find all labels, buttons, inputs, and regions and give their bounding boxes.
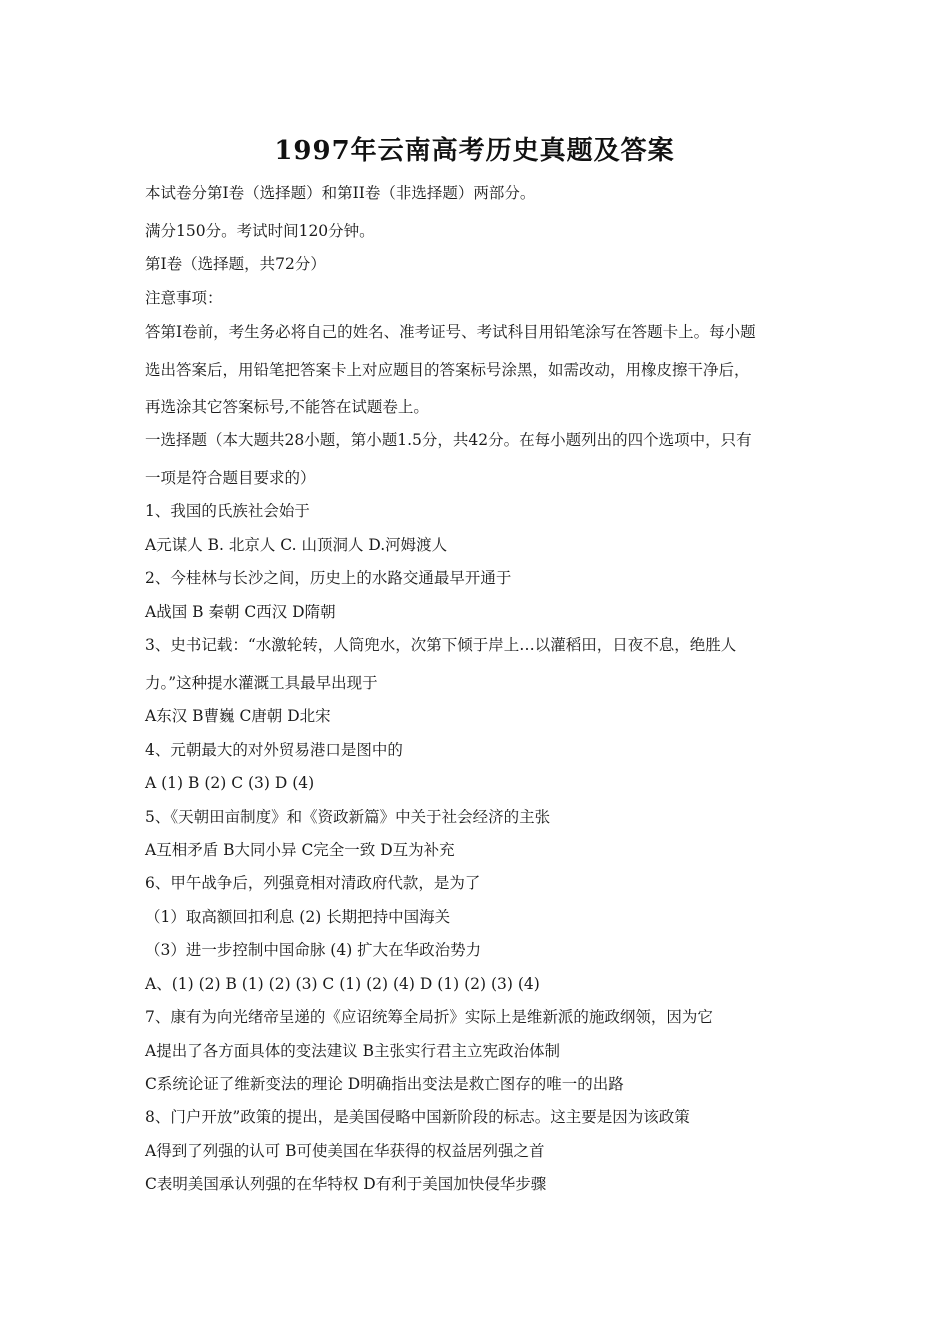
notes-text-3: 再选涂其它答案标号,不能答在试题卷上。 (145, 398, 429, 416)
question-5: 5、《天朝田亩制度》和《资政新篇》中关于社会经济的主张 (145, 808, 551, 826)
question-8-options-b: C表明美国承认列强的在华特权 D有利于美国加快侵华步骤 (145, 1175, 547, 1193)
question-6-options: A、(1) (2) B (1) (2) (3) C (1) (2) (4) D (1) (2) (3) (4) (145, 975, 540, 993)
question-6-item-a: （1）取高额回扣利息 (2) 长期把持中国海关 (145, 908, 451, 926)
score-line: 满分150分。考试时间120分钟。 (145, 222, 375, 240)
question-7-options-b: C系统论证了维新变法的理论 D明确指出变法是救亡图存的唯一的出路 (145, 1075, 624, 1093)
notes-text-2: 选出答案后，用铅笔把答案卡上对应题目的答案标号涂黑，如需改动，用橡皮擦干净后， (145, 361, 750, 379)
question-3: 3、史书记载：“水激轮转，人筒兜水，次第下倾于岸上…以灌稻田，日夜不息，绝胜人 (145, 636, 737, 654)
question-4-options: A (1) B (2) C (3) D (4) (145, 774, 315, 792)
question-3-options: A东汉 B曹巍 C唐朝 D北宋 (145, 707, 331, 725)
question-2: 2、今桂林与长沙之间，历史上的水路交通最早开通于 (145, 569, 512, 587)
question-4: 4、元朝最大的对外贸易港口是图中的 (145, 741, 403, 759)
document-title: 1997年云南高考历史真题及答案 (274, 136, 675, 166)
question-6-item-b: （3）进一步控制中国命脉 (4) 扩大在华政治势力 (145, 941, 482, 959)
question-1-options: A元谋人 B. 北京人 C. 山顶洞人 D.河姆渡人 (145, 536, 448, 554)
question-5-options: A互相矛盾 B大同小异 C完全一致 D互为补充 (145, 841, 455, 859)
question-6: 6、甲午战争后，列强竟相对清政府代款，是为了 (145, 874, 481, 892)
question-3-cont: 力。”这种提水灌溉工具最早出现于 (145, 674, 378, 692)
intro-line: 本试卷分第I卷（选择题）和第II卷（非选择题）两部分。 (145, 184, 536, 202)
question-1: 1、我国的氏族社会始于 (145, 502, 310, 520)
question-8-options-a: A得到了列强的认可 B可使美国在华获得的权益居列强之首 (145, 1142, 545, 1160)
question-7-options-a: A提出了各方面具体的变法建议 B主张实行君主立宪政治体制 (145, 1042, 561, 1060)
section-heading: 第I卷（选择题，共72分） (145, 255, 326, 273)
notes-text-1: 答第I卷前，考生务必将自己的姓名、准考证号、考试科目用铅笔涂写在答题卡上。每小题 (145, 323, 756, 341)
question-8: 8、门户开放”政策的提出，是美国侵略中国新阶段的标志。这主要是因为该政策 (145, 1108, 690, 1126)
notes-heading: 注意事项： (145, 289, 223, 307)
part-one-heading: 一选择题（本大题共28小题，第小题1.5分，共42分。在每小题列出的四个选项中，只有 (145, 431, 752, 449)
part-one-heading-cont: 一项是符合题目要求的） (145, 469, 316, 487)
question-2-options: A战国 B 秦朝 C西汉 D隋朝 (145, 603, 336, 621)
question-7: 7、康有为向光绪帝呈递的《应诏统筹全局折》实际上是维新派的施政纲领，因为它 (145, 1008, 713, 1026)
